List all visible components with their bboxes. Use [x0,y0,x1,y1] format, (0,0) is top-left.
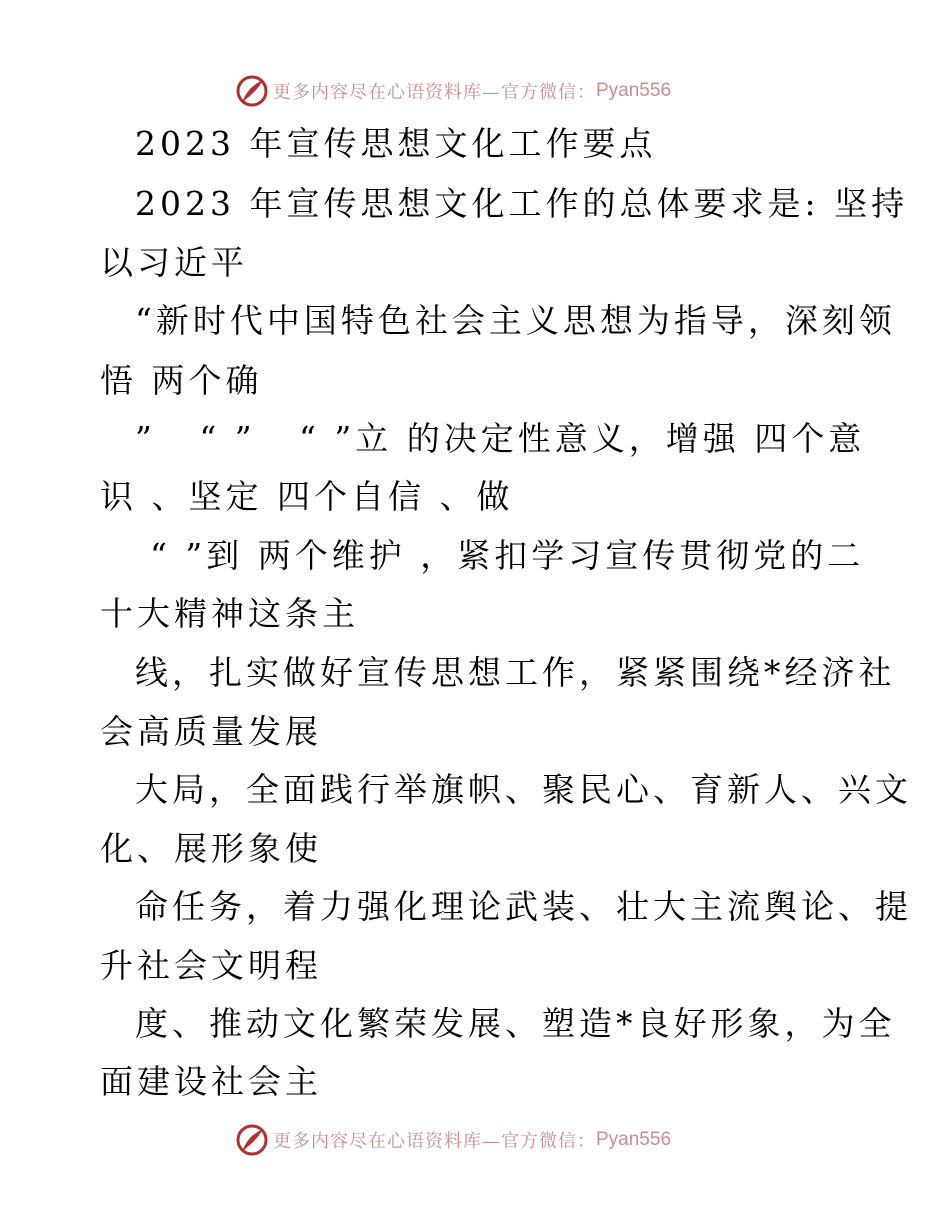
watermark-banner-bottom [0,1123,950,1157]
doc-line: 十大精神这条主 [100,594,359,633]
doc-line: 面建设社会主 [100,1062,322,1101]
doc-line: 化、展形象使 [100,829,322,868]
watermark-banner-top [0,74,950,108]
doc-line: 度、推动文化繁荣发展、塑造*良好形象，为全 [135,1004,896,1043]
doc-line: 识 、坚定 四个自信 、做 [100,477,514,516]
doc-line: 线，扎实做好宣传思想工作，紧紧围绕*经济社 [135,653,896,692]
doc-line: “ ”到 两个维护 ，紧扣学习宣传贯彻党的二 [150,536,865,575]
doc-line: 悟 两个确 [100,361,263,400]
doc-line: 命任务，着力强化理论武装、壮大主流舆论、提 [135,887,912,926]
quill-seal-icon [235,74,269,108]
quill-seal-icon [235,1123,269,1157]
doc-line: 会高质量发展 [100,712,322,751]
doc-title: 2023 年宣传思想文化工作要点 [135,124,657,163]
doc-line: 以习近平 [100,243,248,282]
doc-line: 升社会文明程 [100,946,322,985]
doc-line: ” “ ” “ ”立 的决定性意义，增强 四个意 [135,419,866,458]
watermark-text: 更多内容尽在心语资料库—官方微信： [273,1131,596,1152]
watermark-text: 更多内容尽在心语资料库—官方微信： [273,82,596,103]
watermark-wechat-id: Pyan556 [596,1129,672,1150]
watermark-wechat-id: Pyan556 [596,80,672,101]
doc-line: 大局，全面践行举旗帜、聚民心、育新人、兴文 [135,770,912,809]
doc-line: “新时代中国特色社会主义思想为指导，深刻领 [135,301,896,340]
doc-line: 2023 年宣传思想文化工作的总体要求是: 坚持 [135,184,909,223]
